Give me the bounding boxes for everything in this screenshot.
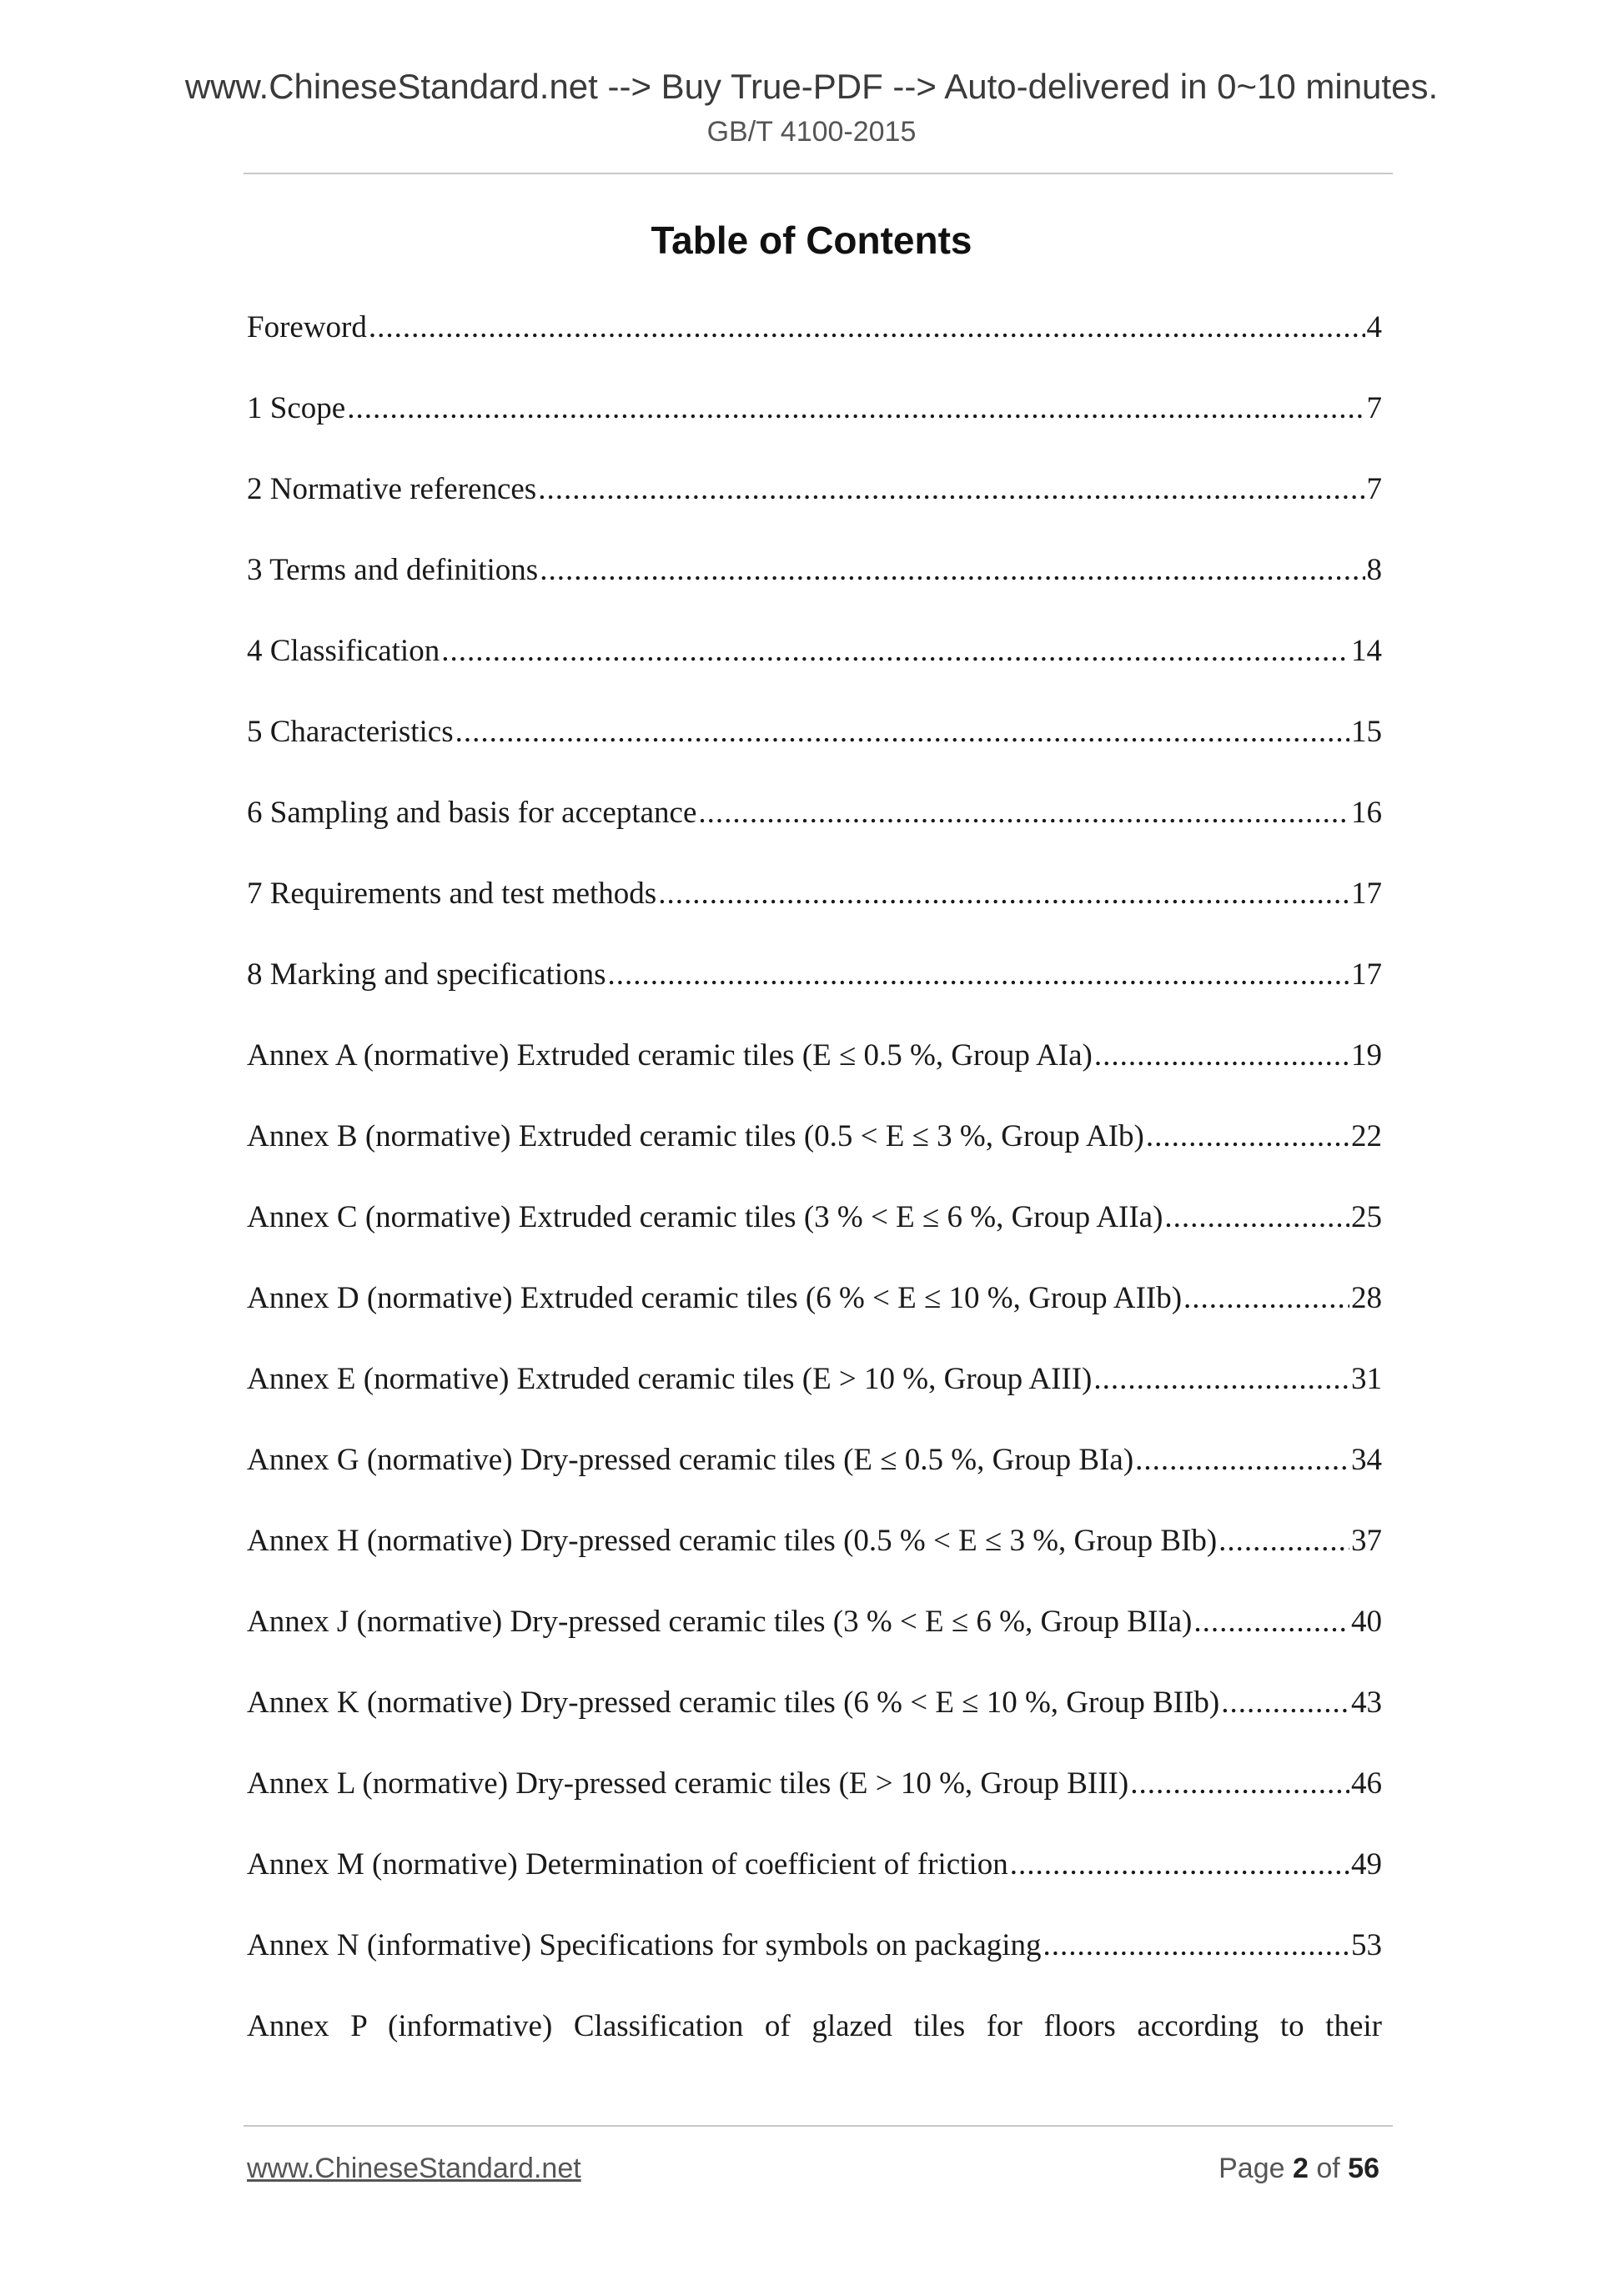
toc-entry-label: 5 Characteristics [247, 715, 454, 749]
toc-page-number: 16 [1351, 796, 1382, 830]
toc-page-number: 17 [1351, 957, 1382, 992]
toc-page-number: 40 [1351, 1605, 1382, 1639]
toc-dot-leader [1193, 1604, 1349, 1640]
toc-entry-annex-j[interactable] [247, 1604, 1382, 1685]
toc-entry-label: Annex N (informative) Specifications for symbols on packaging [247, 1928, 1042, 1962]
toc-entry-label: Annex H (normative) Dry-pressed ceramic tiles (0.5 % < E ≤ 3 %, Group BIb) [247, 1524, 1218, 1558]
toc-dot-leader [1183, 1280, 1349, 1317]
toc-entry-label: Annex M (normative) Determination of coefficient of friction [247, 1847, 1008, 1882]
toc-page-number: 37 [1351, 1524, 1382, 1558]
toc-page-number: 49 [1351, 1847, 1382, 1882]
toc-entry-label: Annex L (normative) Dry-pressed ceramic tiles (E > 10 %, Group BIII) [247, 1766, 1129, 1801]
toc-entry-annex-a[interactable] [247, 1037, 1382, 1118]
toc-page-number: 15 [1351, 715, 1382, 749]
toc-entry-annex-d[interactable] [247, 1280, 1382, 1361]
toc-dot-leader [1043, 1927, 1349, 1964]
page-title: Table of Contents [651, 219, 972, 262]
toc-page-number: 8 [1366, 553, 1382, 587]
toc-entry-label: Foreword [247, 310, 367, 344]
toc-entry-annex-g[interactable] [247, 1442, 1382, 1523]
toc-entry-label: Annex G (normative) Dry-pressed ceramic tiles (E ≤ 0.5 %, Group BIa) [247, 1443, 1134, 1477]
toc-entry-requirements[interactable] [247, 876, 1382, 957]
table-of-contents [247, 309, 1382, 2089]
toc-dot-leader [1164, 1199, 1349, 1236]
toc-entry-annex-b[interactable] [247, 1118, 1382, 1199]
toc-entry-label: Annex C (normative) Extruded ceramic tiles (3 % < E ≤ 6 %, Group AIIa) [247, 1200, 1163, 1234]
standard-number: GB/T 4100-2015 [706, 116, 917, 148]
toc-dot-leader [441, 633, 1349, 670]
toc-dot-leader [455, 714, 1349, 751]
toc-dot-leader [608, 957, 1349, 993]
toc-entry-marking[interactable] [247, 957, 1382, 1037]
toc-dot-leader [347, 390, 1364, 427]
toc-entry-sampling[interactable] [247, 795, 1382, 876]
toc-entry-label: 3 Terms and definitions [247, 553, 539, 587]
toc-dot-leader [658, 876, 1349, 912]
toc-entry-label: 4 Classification [247, 634, 440, 668]
toc-page-number: 17 [1351, 877, 1382, 911]
footer-page-indicator [1219, 2150, 1379, 2187]
toc-dot-leader [698, 795, 1349, 831]
toc-dot-leader [1221, 1685, 1349, 1721]
toc-entry-normative-references[interactable] [247, 471, 1382, 552]
toc-page-number: 7 [1366, 472, 1382, 506]
toc-page-number: 43 [1351, 1686, 1382, 1720]
toc-entry-annex-l[interactable] [247, 1766, 1382, 1846]
page-word: Page [1219, 2153, 1285, 2184]
toc-dot-leader [1010, 1846, 1349, 1883]
toc-entry-label: Annex D (normative) Extruded ceramic tiles (6 % < E ≤ 10 %, Group AIIb) [247, 1281, 1183, 1315]
toc-entry-annex-m[interactable] [247, 1846, 1382, 1927]
toc-entry-annex-c[interactable] [247, 1199, 1382, 1280]
toc-page-number: 34 [1351, 1443, 1382, 1477]
toc-page-number: 4 [1366, 310, 1382, 344]
toc-page-number: 46 [1351, 1766, 1382, 1801]
toc-entry-label: Annex E (normative) Extruded ceramic tiles (E > 10 %, Group AIII) [247, 1362, 1093, 1396]
toc-entry-characteristics[interactable] [247, 714, 1382, 795]
toc-entry-label: 8 Marking and specifications [247, 957, 606, 992]
header-divider [244, 173, 1393, 174]
toc-entry-label: Annex B (normative) Extruded ceramic tiles (0.5 < E ≤ 3 %, Group AIb) [247, 1119, 1144, 1153]
toc-entry-annex-h[interactable] [247, 1523, 1382, 1604]
header-banner-text: www.ChineseStandard.net --> Buy True-PDF --> Auto-delivered in 0~10 minutes. [184, 67, 1439, 106]
toc-page-number: 19 [1351, 1038, 1382, 1073]
toc-dot-leader [1135, 1442, 1349, 1479]
toc-dot-leader [540, 552, 1364, 589]
toc-entry-scope[interactable] [247, 390, 1382, 471]
total-page-count: 56 [1348, 2153, 1379, 2184]
current-page-number: 2 [1292, 2153, 1309, 2184]
toc-dot-leader [1094, 1037, 1349, 1074]
toc-page-number: 25 [1351, 1200, 1382, 1234]
toc-entry-annex-p[interactable]: Annex P (informative) Classification of glazed tiles for floors according to their [247, 2009, 1382, 2043]
toc-page-number: 14 [1351, 634, 1382, 668]
toc-page-number: 53 [1351, 1928, 1382, 1962]
page-of-word: of [1316, 2153, 1340, 2184]
toc-page-number: 28 [1351, 1281, 1382, 1315]
toc-dot-leader [1093, 1361, 1349, 1398]
toc-entry-label: 6 Sampling and basis for acceptance [247, 796, 697, 830]
page-header [0, 65, 1623, 150]
toc-entry-annex-k[interactable] [247, 1685, 1382, 1766]
toc-entry-terms-and-definitions[interactable] [247, 552, 1382, 633]
toc-dot-leader [1130, 1766, 1349, 1802]
footer-site-link[interactable]: www.ChineseStandard.net [247, 2153, 581, 2184]
toc-page-number: 31 [1351, 1362, 1382, 1396]
toc-dot-leader [369, 309, 1365, 346]
toc-entry-label: Annex K (normative) Dry-pressed ceramic tiles (6 % < E ≤ 10 %, Group BIIb) [247, 1686, 1220, 1720]
toc-page-number: 7 [1366, 391, 1382, 425]
toc-entry-label: 7 Requirements and test methods [247, 877, 657, 911]
toc-entry-classification[interactable] [247, 633, 1382, 714]
toc-dot-leader [1146, 1118, 1349, 1155]
toc-entry-label: 1 Scope [247, 391, 346, 425]
toc-page-number: 22 [1351, 1119, 1382, 1153]
toc-entry-label: 2 Normative references [247, 472, 537, 506]
toc-entry-label: Annex A (normative) Extruded ceramic tiles (E ≤ 0.5 %, Group AIa) [247, 1038, 1093, 1073]
footer-divider [244, 2125, 1393, 2127]
toc-entry-annex-n[interactable] [247, 1927, 1382, 2008]
toc-entry-label: Annex J (normative) Dry-pressed ceramic tiles (3 % < E ≤ 6 %, Group BIIa) [247, 1605, 1193, 1639]
toc-dot-leader [1219, 1523, 1349, 1560]
toc-dot-leader [538, 471, 1364, 508]
toc-entry-foreword[interactable] [247, 309, 1382, 390]
toc-entry-annex-e[interactable] [247, 1361, 1382, 1442]
